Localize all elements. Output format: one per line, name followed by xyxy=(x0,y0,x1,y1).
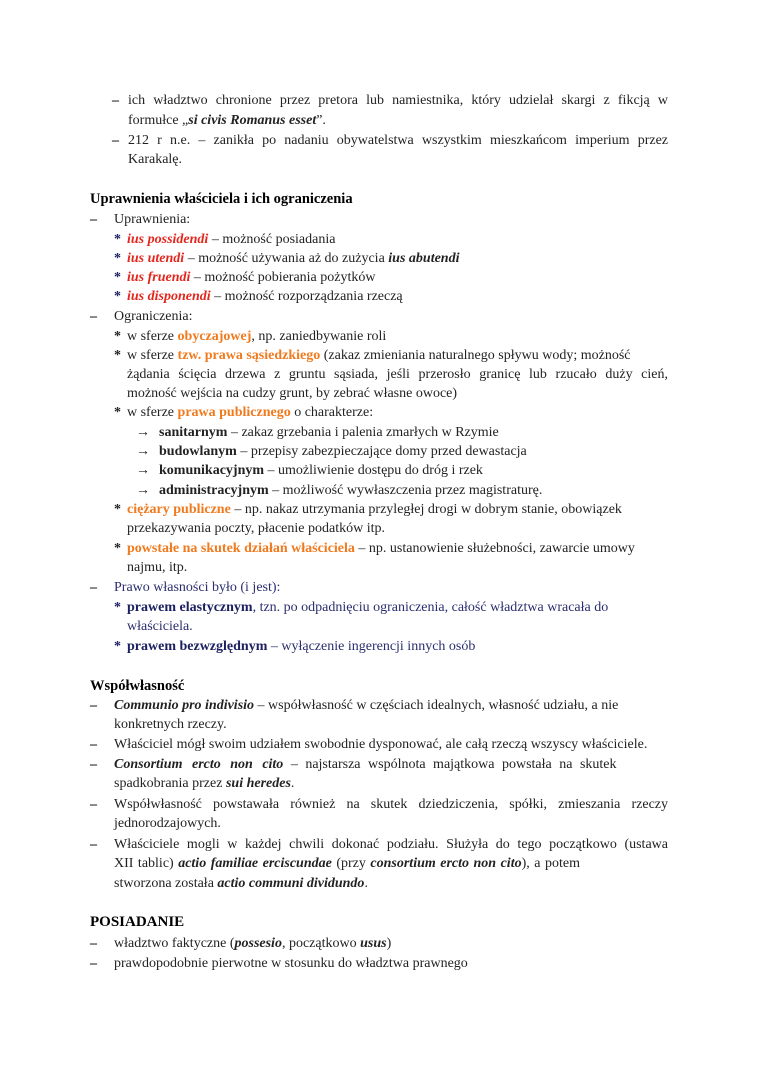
star-bullet: * xyxy=(114,289,121,304)
star-bullet: * xyxy=(114,348,121,363)
star-bullet: * xyxy=(114,502,121,517)
dash-bullet: – xyxy=(90,212,97,227)
star-bullet: * xyxy=(114,639,121,654)
dash-bullet: – xyxy=(90,936,97,951)
arrow-icon: → xyxy=(136,425,150,440)
dash-bullet: – xyxy=(90,837,97,852)
dash-bullet: – xyxy=(90,698,97,713)
dash-bullet: – xyxy=(90,737,97,752)
star-bullet: * xyxy=(114,541,121,556)
dash-bullet: – xyxy=(112,93,119,108)
star-bullet: * xyxy=(114,329,121,344)
star-bullet: * xyxy=(114,600,121,615)
dash-bullet: – xyxy=(90,580,97,595)
dash-bullet: – xyxy=(90,309,97,324)
star-bullet: * xyxy=(114,405,121,420)
arrow-icon: → xyxy=(136,463,150,478)
arrow-icon: → xyxy=(136,483,150,498)
dash-bullet: – xyxy=(90,956,97,971)
star-bullet: * xyxy=(114,232,121,247)
document-page: – ich władztwo chronione przez pretora lub namiestnika, który udzielał skargi z fikcją w formułce „si civis Romanus esset”. – 212 r n.e. – zanikła po nadaniu obywatelstwa wszystkim mieszkańcom imperium przez Karakalę. Uprawnienia właściciela i ich ograniczenia – Uprawnienia: * ius possidendi – możność posiadania * ius utendi – możność używania aż do zużycia ius abutendi * ius fruendi – możność pobierania pożytków * ius disponendi – możność rozporządzania rzeczą – Ograniczenia: * w sferze obyczajowej, np. zaniedbywanie roli * w sferze tzw. prawa sąsiedzkiego (zakaz zmieniania naturalnego spływu wody; możność żądania ścięcia drzewa z gruntu sąsiada, jeśli przerosło granicę lub rzucało duży cień, możność wejścia na cudzy grunt, by zebrać własne owoce) * w sferze prawa publicznego o charakterze: → sanitarnym – zakaz grzebania i palenia zmarłych w Rzymie → budowlanym – przepisy zabezpieczające domy przed dewastacja → komunikacyjnym – umożliwienie dostępu do dróg i rzek → administracyjnym – możliwość wywłaszczenia przez magistraturę. * ciężary publiczne – np. nakaz utrzymania przyległej drogi w dobrym stanie, obowiązek przekazywania poczty, płacenie podatków itp. * powstałe na skutek działań właściciela – np. ustanowienie służebności, zawarcie umowy najmu, itp. – Prawo własności było (i jest): * prawem elastycznym, tzn. po odpadnięciu ograniczenia, całość władztwa wracała do właściciela. * prawem bezwzględnym – wyłączenie ingerencji innych osób Współwłasność – Communio pro indivisio – współwłasność w częściach idealnych, własność udziału, a nie konkretnych rzeczy. – Właściciel mógł swoim udziałem swobodnie dysponować, ale całą rzeczą wszyscy właściciele. – Consortium ercto non cito – najstarsza wspólnota majątkowa powstała na skutek spadkobrania przez sui heredes. – Współwłasność powstawała również na skutek dziedziczenia, spółki, zmieszania rzeczy jednorodzajowych. – Właściciele mogli w każdej chwili dokonać podziału. Służyła do tego początkowo (ustawa XII tablic) actio familiae erciscundae (przy consortium ercto non cito), a potem stworzona została actio communi dividundo. POSIADANIE – władztwo faktyczne (possesio, początkowo usus) – prawdopodobnie pierwotne w stosunku do władztwa prawnego xyxy=(0,0,760,1075)
latin-term: si civis Romanus esset xyxy=(188,113,317,128)
star-bullet: * xyxy=(114,270,121,285)
dash-bullet: – xyxy=(90,757,97,772)
star-bullet: * xyxy=(114,251,121,266)
dash-bullet: – xyxy=(90,797,97,812)
arrow-icon: → xyxy=(136,444,150,459)
dash-bullet: – xyxy=(112,133,119,148)
